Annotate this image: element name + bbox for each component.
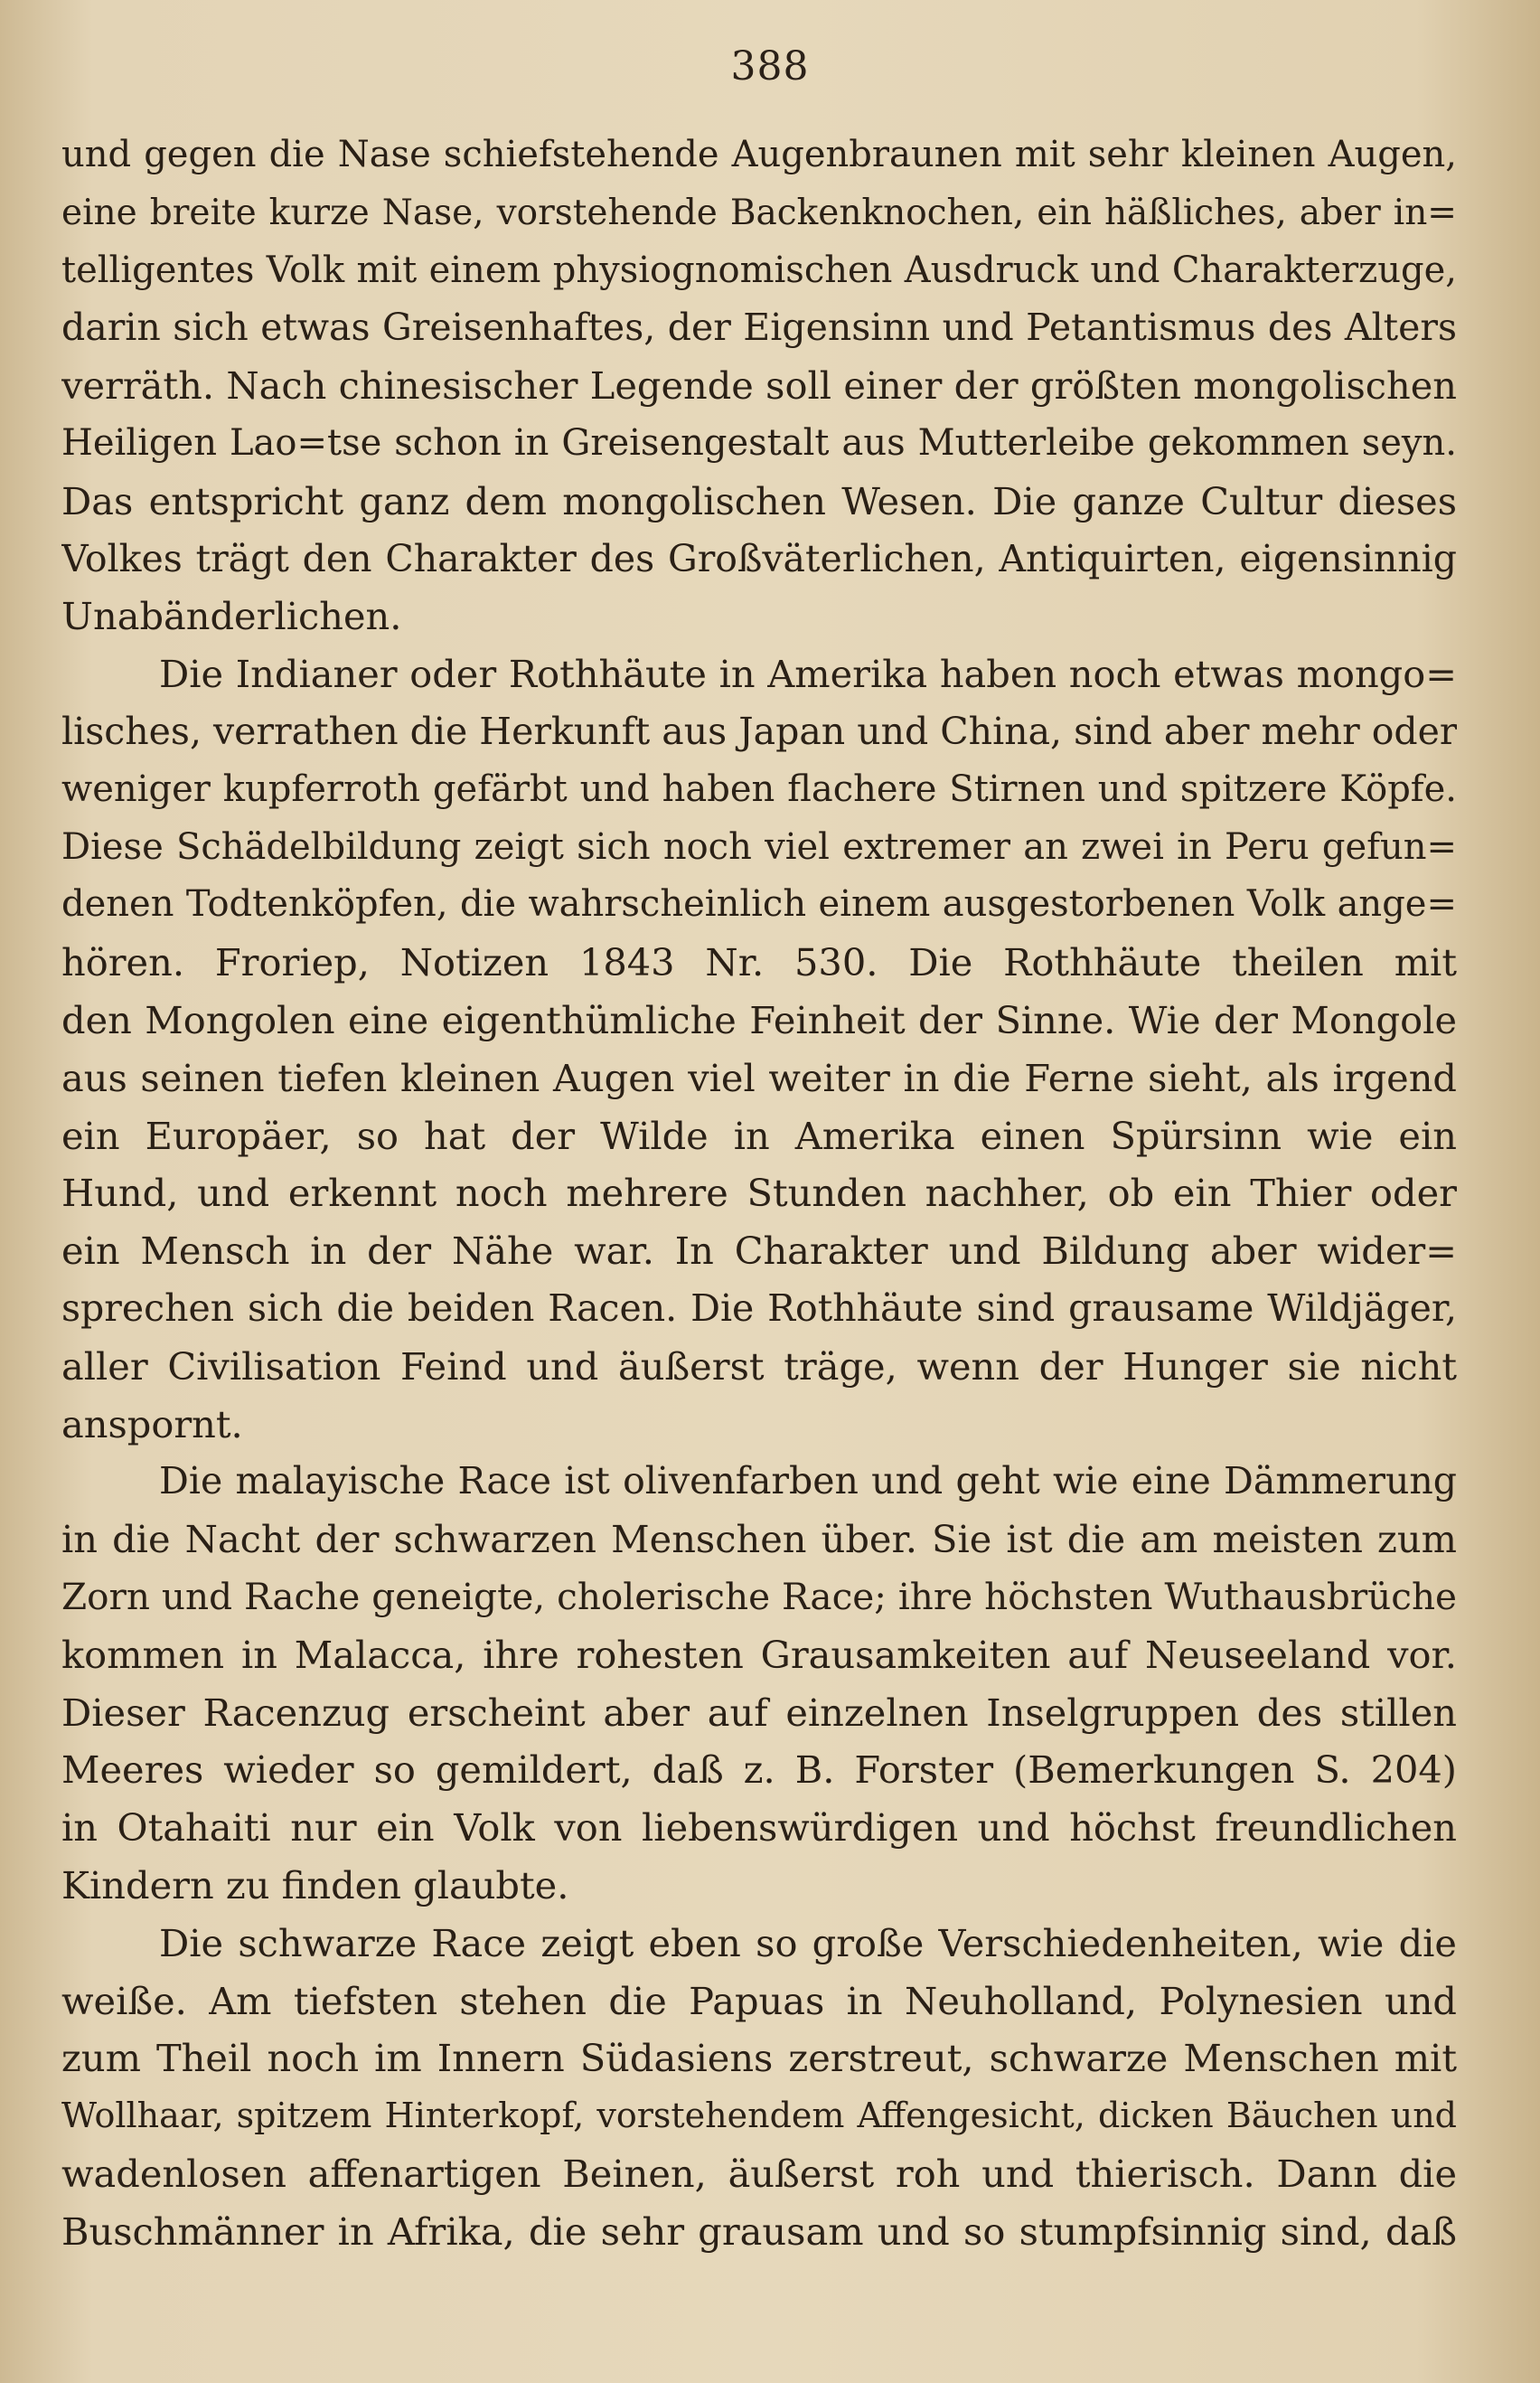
text-line: zum Theil noch im Innern Südasiens zerstreut, schwarze Menschen mit [61, 2036, 1457, 2081]
paragraph [61, 1453, 1457, 1914]
text-line: weiße. Am tiefsten stehen die Papuas in Neuholland, Polynesien und [61, 1978, 1457, 2023]
text-line: Wollhaar, spitzem Hinterkopf, vorstehendem Affengesicht, dicken Bäuchen und [61, 2096, 1457, 2136]
paragraph [61, 1915, 1457, 2261]
text-line: in Otahaiti nur ein Volk von liebenswürdigen und höchst freundlichen [61, 1805, 1457, 1851]
text-line: ein Europäer, so hat der Wilde in Amerika einen Spürsinn wie ein [61, 1113, 1457, 1158]
text-line: lisches, verrathen die Herkunft aus Japan und China, sind aber mehr oder [61, 709, 1457, 753]
text-line: anspornt. [61, 1401, 243, 1446]
paragraph [61, 127, 1457, 645]
body-text [61, 127, 1457, 2260]
text-line: Kindern zu finden glaubte. [61, 1862, 569, 1907]
text-line: Diese Schädelbildung zeigt sich noch viel extremer an zwei in Peru gefun= [61, 825, 1457, 868]
page-number: 388 [730, 43, 810, 89]
text-line: Meeres wieder so gemildert, daß z. B. Forster (Bemerkungen S. 204) [61, 1747, 1457, 1793]
text-line: aus seinen tiefen kleinen Augen viel weiter in die Ferne sieht, als irgend [61, 1055, 1457, 1100]
text-line: und gegen die Nase schiefstehende Augenbraunen mit sehr kleinen Augen, [61, 134, 1457, 175]
text-line: Buschmänner in Afrika, die sehr grausam und so stumpfsinnig sind, daß [61, 2209, 1457, 2254]
text-line: Zorn und Rache geneigte, cholerische Race; ihre höchsten Wuthausbrüche [61, 1574, 1457, 1618]
text-line: Das entspricht ganz dem mongolischen Wesen. Die ganze Cultur dieses [61, 478, 1457, 523]
text-line: denen Todtenköpfen, die wahrscheinlich einem ausgestorbenen Volk ange= [61, 883, 1457, 926]
text-line: Die malayische Race ist olivenfarben und geht wie eine Dämmerung [159, 1459, 1457, 1503]
text-line: Unabänderlichen. [61, 594, 402, 639]
text-line: ein Mensch in der Nähe war. In Charakter und Bildung aber wider= [61, 1229, 1457, 1274]
text-line: Die schwarze Race zeigt eben so große Verschiedenheiten, wie die [159, 1920, 1457, 1965]
text-line: eine breite kurze Nase, vorstehende Backenknochen, ein häßliches, aber in= [61, 192, 1457, 233]
text-line: kommen in Malacca, ihre rohesten Grausamkeiten auf Neuseeland vor. [61, 1632, 1457, 1677]
text-line: telligentes Volk mit einem physiognomischen Ausdruck und Charakterzuge, [61, 249, 1457, 291]
text-line: Hund, und erkennt noch mehrere Stunden nachher, ob ein Thier oder [61, 1171, 1457, 1216]
text-line: sprechen sich die beiden Racen. Die Rothhäute sind grausame Wildjäger, [61, 1286, 1457, 1330]
text-line: Die Indianer oder Rothhäute in Amerika haben noch etwas mongo= [159, 652, 1457, 697]
text-line: Heiligen Lao=tse schon in Greisengestalt aus Mutterleibe gekommen seyn. [61, 421, 1457, 464]
text-line: weniger kupferroth gefärbt und haben flachere Stirnen und spitzere Köpfe. [61, 768, 1457, 810]
text-line: verräth. Nach chinesischer Legende soll einer der größten mongolischen [61, 363, 1457, 409]
text-line: hören. Froriep, Notizen 1843 Nr. 530. Die Rothhäute theilen mit [61, 940, 1457, 985]
text-line: Dieser Racenzug erscheint aber auf einzelnen Inselgruppen des stillen [61, 1690, 1457, 1735]
text-line: Volkes trägt den Charakter des Großväterlichen, Antiquirten, eigensinnig [61, 536, 1457, 580]
text-line: den Mongolen eine eigenthümliche Feinheit der Sinne. Wie der Mongole [61, 997, 1457, 1042]
text-line: darin sich etwas Greisenhaftes, der Eigensinn und Petantismus des Alters [61, 306, 1457, 350]
paragraph [61, 645, 1457, 1453]
text-line: wadenlosen affenartigen Beinen, äußerst roh und thierisch. Dann die [61, 2151, 1457, 2196]
text-line: in die Nacht der schwarzen Menschen über. Sie ist die am meisten zum [61, 1517, 1457, 1562]
text-line: aller Civilisation Feind und äußerst träge, wenn der Hunger sie nicht [61, 1343, 1457, 1389]
